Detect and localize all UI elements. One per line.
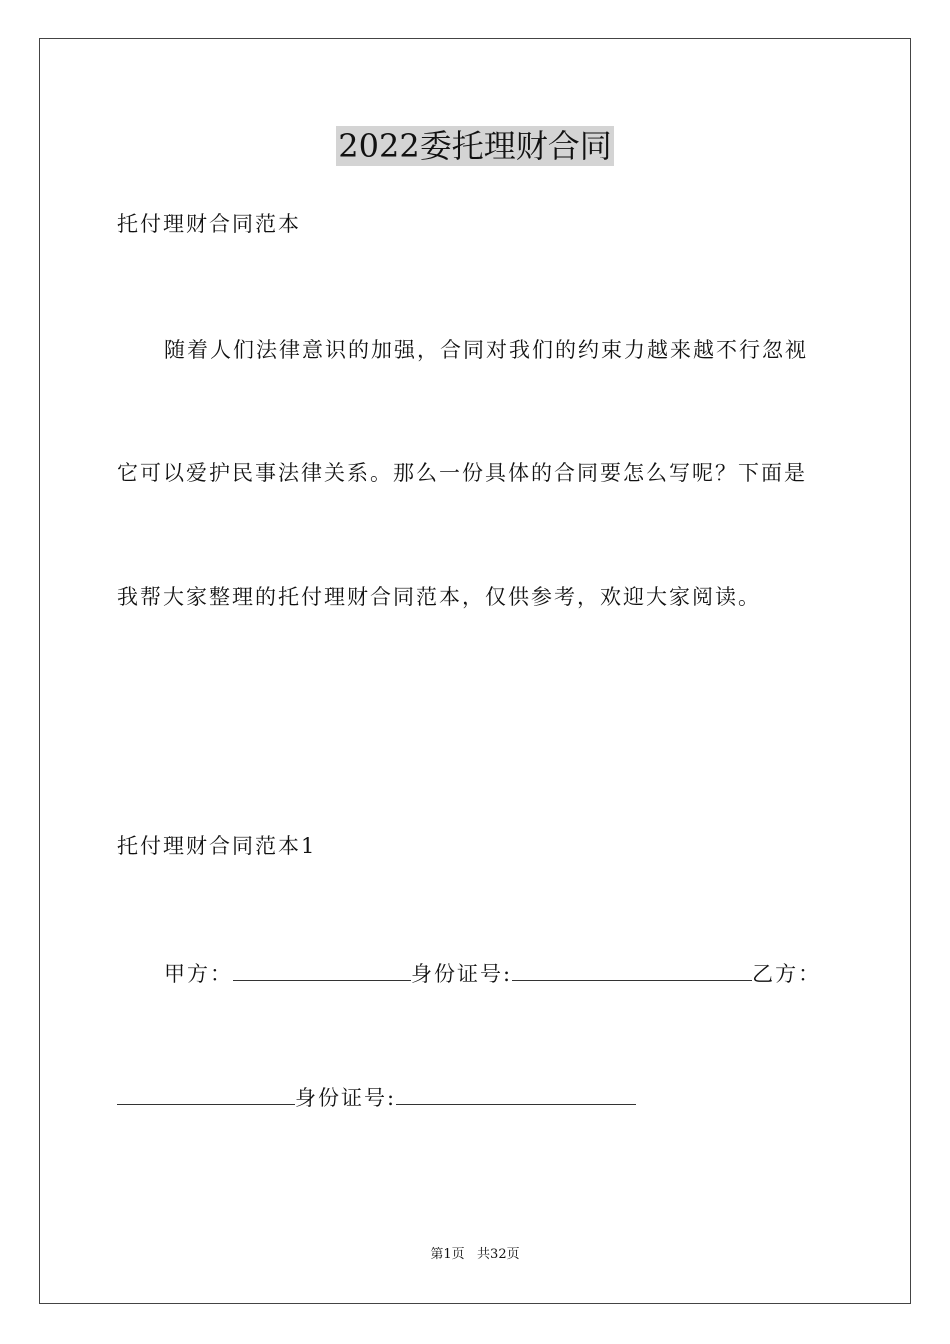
intro-line-2: 它可以爱护民事法律关系。那么一份具体的合同要怎么写呢？下面是 [117,461,807,485]
party-a-name-field[interactable] [233,958,411,981]
party-b-name-field[interactable] [117,1082,295,1105]
document-subtitle: 托付理财合同范本 [117,212,301,236]
party-a-row [164,958,821,988]
intro-line-1: 随着人们法律意识的加强，合同对我们的约束力越来越不行忽视 [164,338,808,362]
title-container [0,126,950,166]
party-b-id-field[interactable] [396,1082,636,1105]
party-a-id-field[interactable] [512,958,752,981]
party-b-id-label: 身份证号: [295,1086,397,1110]
section-heading: 托付理财合同范本1 [117,834,317,858]
document-title: 2022委托理财合同 [338,127,612,165]
party-a-id-label: 身份证号: [411,962,513,986]
page-footer: 第1页 共32页 [430,1247,520,1262]
intro-line-3: 我帮大家整理的托付理财合同范本，仅供参考，欢迎大家阅读。 [117,585,761,609]
party-b-label: 乙方： [752,962,822,986]
party-b-row [117,1082,636,1112]
party-a-label: 甲方： [164,962,233,986]
